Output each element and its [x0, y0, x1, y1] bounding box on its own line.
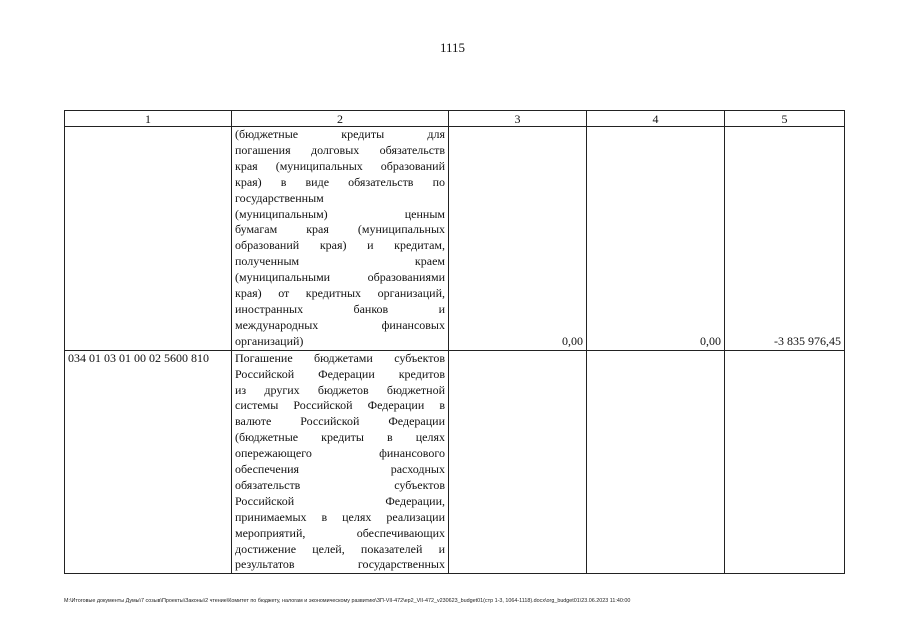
- description-line: (бюджетные кредиты для: [235, 127, 445, 141]
- column-header-1: 1: [65, 111, 232, 127]
- description-line: государственным: [235, 190, 324, 205]
- description-line: достижение целей, показателей и: [235, 541, 445, 556]
- description-line: полученным краем: [235, 254, 445, 269]
- description-line: образований края) и кредитам,: [235, 238, 445, 253]
- description-line: опережающего финансового: [235, 446, 445, 461]
- description-line: погашения долговых обязательств: [235, 142, 445, 157]
- description-line: (муниципальными образованиями: [235, 270, 445, 285]
- page-number: 1115: [439, 40, 466, 55]
- description-line: Российской Федерации,: [235, 493, 445, 508]
- description-line: края (муниципальных образований: [235, 158, 445, 173]
- budget-table: [64, 110, 845, 574]
- value-cell-col4: 0,00: [587, 127, 725, 351]
- budget-code-cell: [65, 127, 232, 351]
- description-line: принимаемых в целях реализации: [235, 509, 445, 524]
- table-row: [65, 127, 845, 351]
- description-line: системы Российской Федерации в: [235, 398, 445, 413]
- description-line: международных финансовых: [235, 317, 445, 332]
- value-cell-col3: 0,00: [449, 127, 587, 351]
- budget-code-cell: 034 01 03 01 00 02 5600 810: [65, 350, 232, 574]
- description-line: иностранных банков и: [235, 301, 445, 316]
- column-header-4: 4: [587, 111, 725, 127]
- description-cell: [232, 350, 449, 574]
- value-cell-col3: [449, 350, 587, 574]
- description-line: края) в виде обязательств по: [235, 174, 445, 189]
- value-cell-col4: [587, 350, 725, 574]
- column-header-3: 3: [449, 111, 587, 127]
- value-cell-col5: [725, 350, 845, 574]
- description-line: обеспечения расходных: [235, 462, 445, 477]
- description-line: края) от кредитных организаций,: [235, 286, 445, 301]
- description-line: мероприятий, обеспечивающих: [235, 525, 445, 540]
- value-cell-col5: -3 835 976,45: [725, 127, 845, 351]
- description-cell: [232, 127, 449, 351]
- description-line: результатов государственных: [235, 557, 445, 572]
- file-path-footer: M:\Итоговые документы Думы\7 созыв\Проекты\Законы\2 чтение\Комитет по бюджету, налогам и экономическому развитию\ЗП-VII-472\ep2_VII-472_v230623_budget01(стр 1-3, 1064-1118).docx\org_budget01\23.06.2023 11:40:00: [64, 598, 631, 604]
- description-line: бумагам края (муниципальных: [235, 222, 445, 237]
- table-row: [65, 350, 845, 574]
- description-line: из других бюджетов бюджетной: [235, 382, 445, 397]
- column-header-2: 2: [232, 111, 449, 127]
- description-line: валюте Российской Федерации: [235, 414, 445, 429]
- description-line: (муниципальным) ценным: [235, 206, 445, 221]
- description-line: организаций): [235, 333, 304, 348]
- description-line: обязательств субъектов: [235, 477, 445, 492]
- column-header-5: 5: [725, 111, 845, 127]
- description-line: (бюджетные кредиты в целях: [235, 430, 445, 445]
- column-header-row: [65, 111, 845, 127]
- description-line: Погашение бюджетами субъектов: [235, 350, 445, 365]
- description-line: Российской Федерации кредитов: [235, 366, 445, 381]
